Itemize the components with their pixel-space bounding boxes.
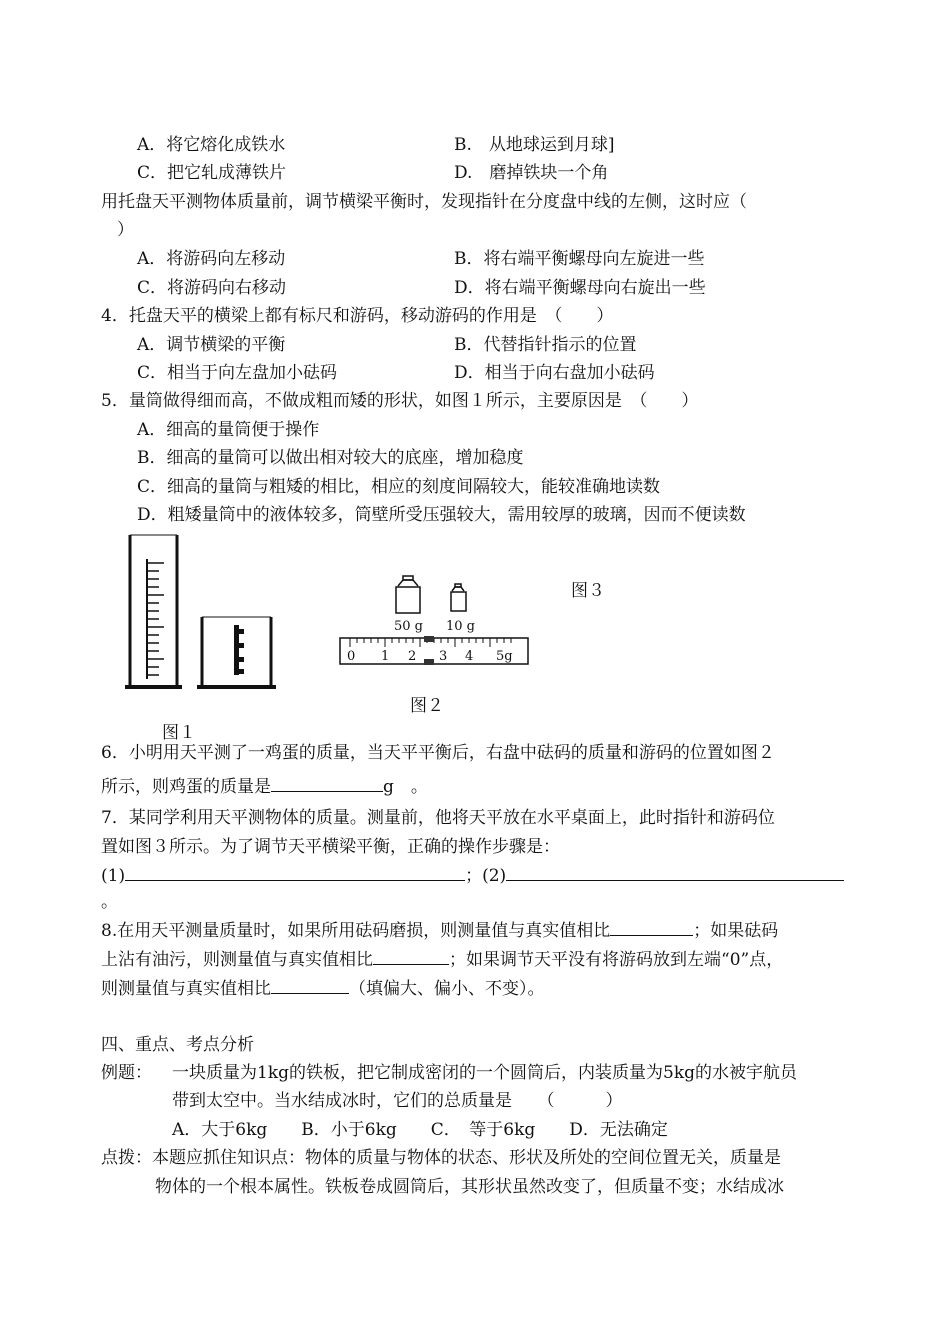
q8-answer-blank-2[interactable] [373,948,449,965]
q2-option-d: D. 磨掉铁块一个角 [454,163,609,183]
q6-line-2 [101,775,428,798]
rider-bottom [424,659,434,665]
q4-option-c: C．相当于向左盘加小砝码 [137,363,338,383]
example-label: 例题： [101,1063,152,1083]
rider-top [424,636,434,642]
weight-50g-label: 50 g [394,619,423,634]
figure-1-caption: 图１ [162,723,196,743]
q4-option-d: D．相当于向右盘加小砝码 [454,363,655,383]
q3-stem: 用托盘天平测物体质量前，调节横梁平衡时，发现指针在分度盘中线的左侧，这时应（ [101,192,747,212]
q7-answer-line [101,864,844,887]
q6-text-a: 所示，则鸡蛋的质量是 [101,777,271,797]
scale-tick-label: 1 [381,649,390,664]
q8-line-1 [101,919,778,942]
q8-text: 则测量值与真实值相比 [101,979,271,999]
q3-option-d: D．将右端平衡螺母向右旋出一些 [454,278,706,298]
q4-stem: 4．托盘天平的横梁上都有标尺和游码，移动游码的作用是 （ ） [101,306,614,326]
q7-answer-blank-1[interactable] [125,864,465,881]
q2-option-c: C．把它轧成薄铁片 [137,163,287,183]
q6-answer-blank[interactable] [271,775,383,792]
q6-line-1: 6．小明用天平测了一鸡蛋的质量，当天平平衡后，右盘中砝码的质量和游码的位置如图２ [101,743,775,763]
q5-option-c: C．细高的量筒与粗矮的相比，相应的刻度间隔较大，能较准确地读数 [137,477,661,497]
q8-text: （填偏大、偏小、不变）。 [349,979,545,999]
q5-option-d: D．粗矮量筒中的液体较多，筒壁所受压强较大，需用较厚的玻璃，因而不便读数 [137,505,746,525]
figure-1-cylinders [124,533,284,693]
figure-2-caption: 图２ [410,696,444,716]
q8-line-2 [101,948,783,971]
q8-text: 8.在用天平测量质量时，如果所用砝码磨损，则测量值与真实值相比 [101,921,611,941]
weight-50g-icon [396,576,420,613]
q4-option-b: B．代替指针指示的位置 [454,335,637,355]
q5-option-b: B．细高的量筒可以做出相对较大的底座，增加稳度 [137,448,524,468]
q8-text: 上沾有油污，则测量值与真实值相比 [101,950,373,970]
q4-option-a: A．调节横梁的平衡 [137,335,286,355]
q6-text-b: g 。 [383,777,428,797]
q3-option-a: A．将游码向左移动 [137,249,286,269]
scale-tick-label: 2 [408,649,417,664]
q8-answer-blank-3[interactable] [271,977,349,994]
q7-end: 。 [101,892,118,912]
q8-text: ；如果调节天平没有将游码放到左端“0”点， [449,950,784,970]
q2-option-b: B. 从地球运到月球] [454,135,615,155]
q7-part-2-label: (2) [482,866,507,886]
scale-tick-label: 5g [496,649,513,664]
hint-line-1: 点拨：本题应抓住知识点：物体的质量与物体的状态、形状及所处的空间位置无关，质量是 [101,1148,781,1168]
q7-line-1: 7．某同学利用天平测物体的质量。测量前，他将天平放在水平桌面上，此时指针和游码位 [101,808,775,828]
q7-line-2: 置如图３所示。为了调节天平横梁平衡，正确的操作步骤是： [101,837,560,857]
q3-option-b: B．将右端平衡螺母向左旋进一些 [454,249,705,269]
q3-option-c: C．将游码向右移动 [137,278,287,298]
scale-tick-label: 0 [347,649,356,664]
example-line-2: 带到太空中。当水结成冰时，它们的总质量是 （ ） [172,1091,623,1111]
q8-text: ；如果砝码 [693,921,779,941]
q8-line-3 [101,977,545,1000]
q7-answer-blank-2[interactable] [506,864,844,881]
q7-part-1-label: (1) [101,866,126,886]
scale-tick-label: 3 [439,649,448,664]
q5-stem: 5．量筒做得细而高，不做成粗而矮的形状，如图１所示，主要原因是 （ ） [101,391,699,411]
q7-separator: ； [465,866,483,886]
q5-option-a: A．细高的量筒便于操作 [137,420,320,440]
example-options: A．大于6kg B．小于6kg C． 等于6kg D．无法确定 [172,1120,668,1140]
q2-option-a: A．将它熔化成铁水 [137,135,286,155]
section-4-heading: 四、重点、考点分析 [101,1035,254,1055]
q3-stem-end: ） [117,220,134,240]
figure-3-caption: 图３ [571,581,605,601]
weight-10g-icon [451,584,466,611]
figure-2-balance-scale [330,572,535,672]
example-line-1: 一块质量为1kg的铁板，把它制成密闭的一个圆筒后，内装质量为5kg的水被宇航员 [172,1063,797,1083]
scale-tick-label: 4 [465,649,474,664]
hint-line-2: 物体的一个根本属性。铁板卷成圆筒后，其形状虽然改变了，但质量不变；水结成冰 [155,1177,784,1197]
weight-10g-label: 10 g [446,619,475,634]
q8-answer-blank-1[interactable] [610,919,693,936]
